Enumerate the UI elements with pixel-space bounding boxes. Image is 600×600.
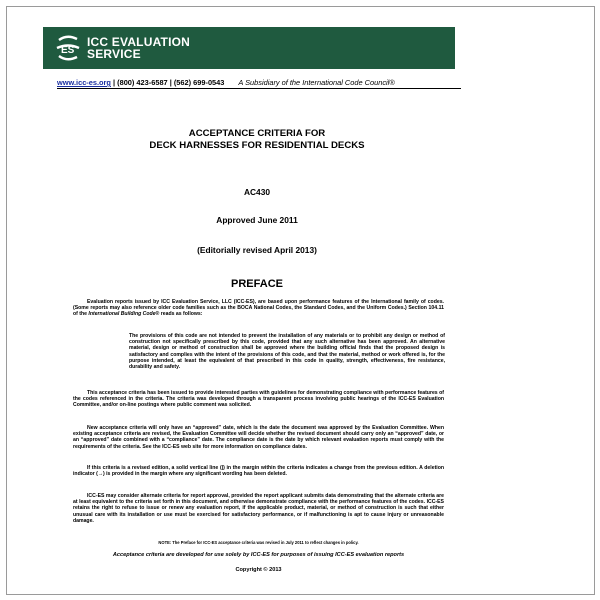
preface-paragraph-4: If this criteria is a revised edition, a solid vertical line (|) in the margin within the criteria indicates a change from the previous edition. A deletion indicator (→) is provided in the margin where any significant wording has been deleted. bbox=[73, 465, 444, 478]
subsidiary-text: A Subsidiary of the International Code Council® bbox=[238, 78, 395, 87]
title-line-1: ACCEPTANCE CRITERIA FOR bbox=[188, 128, 326, 139]
brand-line-1: ICC EVALUATION bbox=[87, 35, 191, 49]
header-divider bbox=[57, 88, 461, 89]
icc-es-banner bbox=[43, 27, 455, 69]
title-line-2: DECK HARNESSES FOR RESIDENTIAL DECKS bbox=[149, 140, 365, 151]
es-logo-icon bbox=[53, 33, 83, 63]
preface-paragraph-1 bbox=[73, 299, 444, 318]
document-title bbox=[47, 128, 467, 152]
code-quote: The provisions of this code are not intended to prevent the installation of any materials or to prohibit any design or method of construction not specifically prescribed by this code, provided that any such alternative has been approved. An alternative material, design or method of construction shall be approved where the building official finds that the proposed design is satisfactory and complies with the intent of the provisions of this code, and that the material, method or work offered is, for the purpose intended, at least the equivalent of that prescribed in this code in quality, strength, effectiveness, fire resistance, durability and safety. bbox=[129, 333, 445, 371]
usage-statement: Acceptance criteria are developed for use solely by ICC-ES for purposes of issuing ICC-ES evaluation reports bbox=[112, 552, 405, 558]
approved-date: Approved June 2011 bbox=[216, 215, 298, 225]
svg-text:ES: ES bbox=[61, 45, 75, 56]
document-page bbox=[6, 6, 595, 595]
preface-heading: PREFACE bbox=[231, 278, 283, 290]
preface-paragraph-3: New acceptance criteria will only have an “approved” date, which is the date the document was approved by the Evaluation Committee. When existing acceptance criteria are revised, the Evaluation Committee will decide whether the revised document should carry only an “approved” date, or an “approved” date combined with a “compliance” date. The compliance date is the date by which relevant evaluation reports must comply with the requirements of the criteria. See the ICC-ES web site for more information on compliance dates. bbox=[73, 425, 444, 450]
copyright: Copyright © 2013 bbox=[235, 567, 282, 573]
phone-numbers: | (800) 423-6587 | (562) 699-0543 bbox=[110, 78, 225, 87]
p1-ibc: International Building Code bbox=[88, 311, 156, 318]
preface-paragraph-2: This acceptance criteria has been issued to provide interested parties with guidelines for demonstrating compliance with performance features of the codes referenced in the criteria. The criteria was developed through a transparent process involving public hearings of the ICC-ES Evaluation Committee, and/or on-line postings where public comment was solicited. bbox=[73, 390, 444, 409]
brand-name bbox=[87, 36, 190, 60]
p1-text: Evaluation reports issued by ICC Evaluation Service, LLC (ICC-ES), are based upon performance features of the International family of codes. (Some reports may also reference older code families such as the BOCA National Codes, the Standard Codes, and the Uniform Codes.) Section 104.11 of the bbox=[73, 299, 444, 318]
website-link[interactable]: www.icc-es.org bbox=[57, 78, 111, 87]
preface-paragraph-5: ICC-ES may consider alternate criteria for report approval, provided the report applicant submits data demonstrating that the alternate criteria are at least equivalent to the criteria set forth in this document, and otherwise demonstrate compliance with the performance features of the codes. ICC-ES retains the right to refuse to issue or renew any evaluation report, if the applicable product, material, or method of construction is such that either unusual care with its installation or use must be exercised for satisfactory performance, or if malfunctioning is apt to cause injury or unreasonable damage. bbox=[73, 493, 444, 524]
revised-date: (Editorially revised April 2013) bbox=[197, 245, 317, 255]
contact-line bbox=[57, 78, 477, 87]
criteria-code: AC430 bbox=[243, 187, 271, 197]
brand-line-2: SERVICE bbox=[87, 47, 141, 61]
preface-note: NOTE: The Preface for ICC-ES acceptance criteria was revised in July 2011 to reflect changes in policy. bbox=[158, 540, 359, 545]
p1-end: ® reads as follows: bbox=[155, 311, 203, 318]
